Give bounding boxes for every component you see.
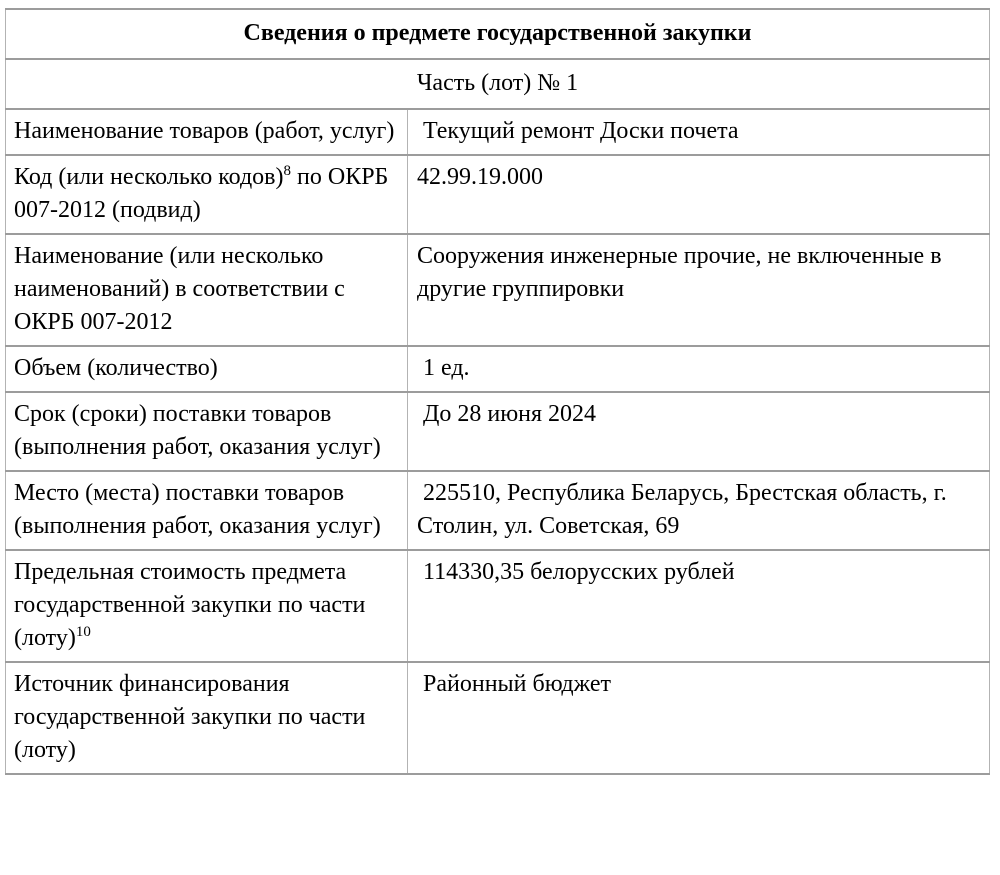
row-label [6, 109, 408, 155]
table-row-okrb-name [6, 234, 990, 346]
row-value: 225510, Республика Беларусь, Брестская область, г. Столин, ул. Советская, 69 [408, 471, 990, 550]
row-label-text: Предельная стоимость предмета государственной закупки по части (лоту) [14, 559, 366, 651]
row-value: 42.99.19.000 [408, 155, 990, 234]
table-title: Сведения о предмете государственной закупки [6, 9, 990, 59]
row-label-text: Объем (количество) [14, 355, 218, 381]
table-row-item-name [6, 109, 990, 155]
row-label-text: Код (или несколько кодов) [14, 164, 284, 190]
row-label-text: Наименование товаров (работ, услуг) [14, 118, 395, 144]
table-row-okrb-code [6, 155, 990, 234]
row-label-text: по ОКРБ 007-2012 (подвид) [14, 164, 389, 223]
procurement-details-table [5, 8, 990, 775]
row-label-text: Наименование (или несколько наименований) в соответствии с ОКРБ 007-2012 [14, 243, 345, 335]
row-label [6, 346, 408, 392]
table-row-max-cost [6, 550, 990, 662]
row-label [6, 471, 408, 550]
row-label-text: Срок (сроки) поставки товаров (выполнения работ, оказания услуг) [14, 401, 381, 460]
row-label-text: Место (места) поставки товаров (выполнения работ, оказания услуг) [14, 480, 381, 539]
row-label [6, 234, 408, 346]
table-row-delivery-place [6, 471, 990, 550]
table-row-delivery-term [6, 392, 990, 471]
row-label [6, 550, 408, 662]
part-lot-header: Часть (лот) № 1 [6, 59, 990, 109]
footnote-ref-10: 10 [75, 624, 91, 640]
row-value: Сооружения инженерные прочие, не включенные в другие группировки [408, 234, 990, 346]
table-row-funding-source [6, 662, 990, 774]
row-value: До 28 июня 2024 [408, 392, 990, 471]
table-row-quantity [6, 346, 990, 392]
table-title-row [6, 9, 990, 59]
row-label [6, 662, 408, 774]
part-lot-row [6, 59, 990, 109]
row-label [6, 155, 408, 234]
row-label [6, 392, 408, 471]
row-value: 1 ед. [408, 346, 990, 392]
footnote-ref-8: 8 [283, 163, 292, 179]
row-label-text: Источник финансирования государственной закупки по части (лоту) [14, 671, 366, 763]
row-value: 114330,35 белорусских рублей [408, 550, 990, 662]
row-value: Текущий ремонт Доски почета [408, 109, 990, 155]
row-value: Районный бюджет [408, 662, 990, 774]
